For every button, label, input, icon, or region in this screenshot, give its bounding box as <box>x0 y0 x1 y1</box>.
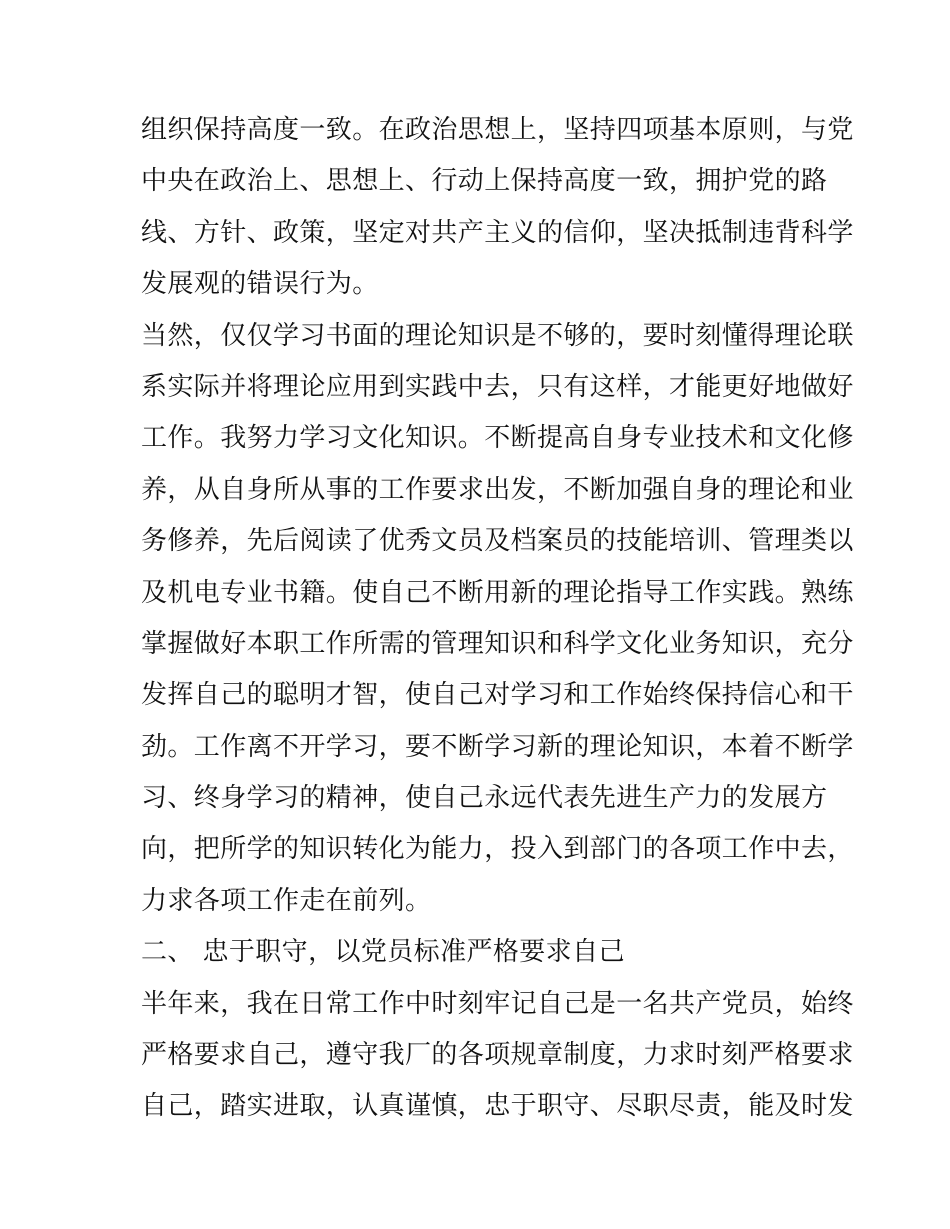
text-line: 发挥自己的聪明才智，使自己对学习和工作始终保持信心和干 <box>141 680 854 711</box>
text-line: 劲。工作离不开学习，要不断学习新的理论知识，本着不断学 <box>141 731 854 762</box>
text-line: 掌握做好本职工作所需的管理知识和科学文化业务知识，充分 <box>141 628 854 659</box>
text-line: 系实际并将理论应用到实践中去，只有这样，才能更好地做好 <box>141 371 854 402</box>
text-line: 半年来，我在日常工作中时刻牢记自己是一名共产党员，始终 <box>141 988 854 1019</box>
text-line: 自己，踏实进取，认真谨慎，忠于职守、尽职尽责，能及时发 <box>141 1091 854 1122</box>
text-line: 严格要求自己，遵守我厂的各项规章制度，力求时刻严格要求 <box>141 1040 854 1071</box>
text-line: 力求各项工作走在前列。 <box>141 885 432 916</box>
text-line: 组织保持高度一致。在政治思想上，坚持四项基本原则，与党 <box>141 115 854 145</box>
text-line: 工作。我努力学习文化知识。不断提高自身专业技术和文化修 <box>141 423 854 454</box>
text-line: 中央在政治上、思想上、行动上保持高度一致，拥护党的路 <box>141 166 828 197</box>
section-heading: 二、 忠于职守，以党员标准严格要求自己 <box>141 937 625 968</box>
text-line: 务修养，先后阅读了优秀文员及档案员的技能培训、管理类以 <box>141 526 854 557</box>
document-body <box>141 105 854 1133</box>
text-line: 习、终身学习的精神，使自己永远代表先进生产力的发展方 <box>141 783 828 814</box>
text-line: 当然，仅仅学习书面的理论知识是不够的，要时刻懂得理论联 <box>141 320 854 351</box>
text-line: 向，把所学的知识转化为能力，投入到部门的各项工作中去， <box>141 834 854 865</box>
text-line: 线、方针、政策，坚定对共产主义的信仰，坚决抵制违背科学 <box>141 217 854 248</box>
text-line: 发展观的错误行为。 <box>141 269 379 300</box>
text-line: 及机电专业书籍。使自己不断用新的理论指导工作实践。熟练 <box>141 577 854 608</box>
text-line: 养，从自身所从事的工作要求出发，不断加强自身的理论和业 <box>141 474 854 505</box>
